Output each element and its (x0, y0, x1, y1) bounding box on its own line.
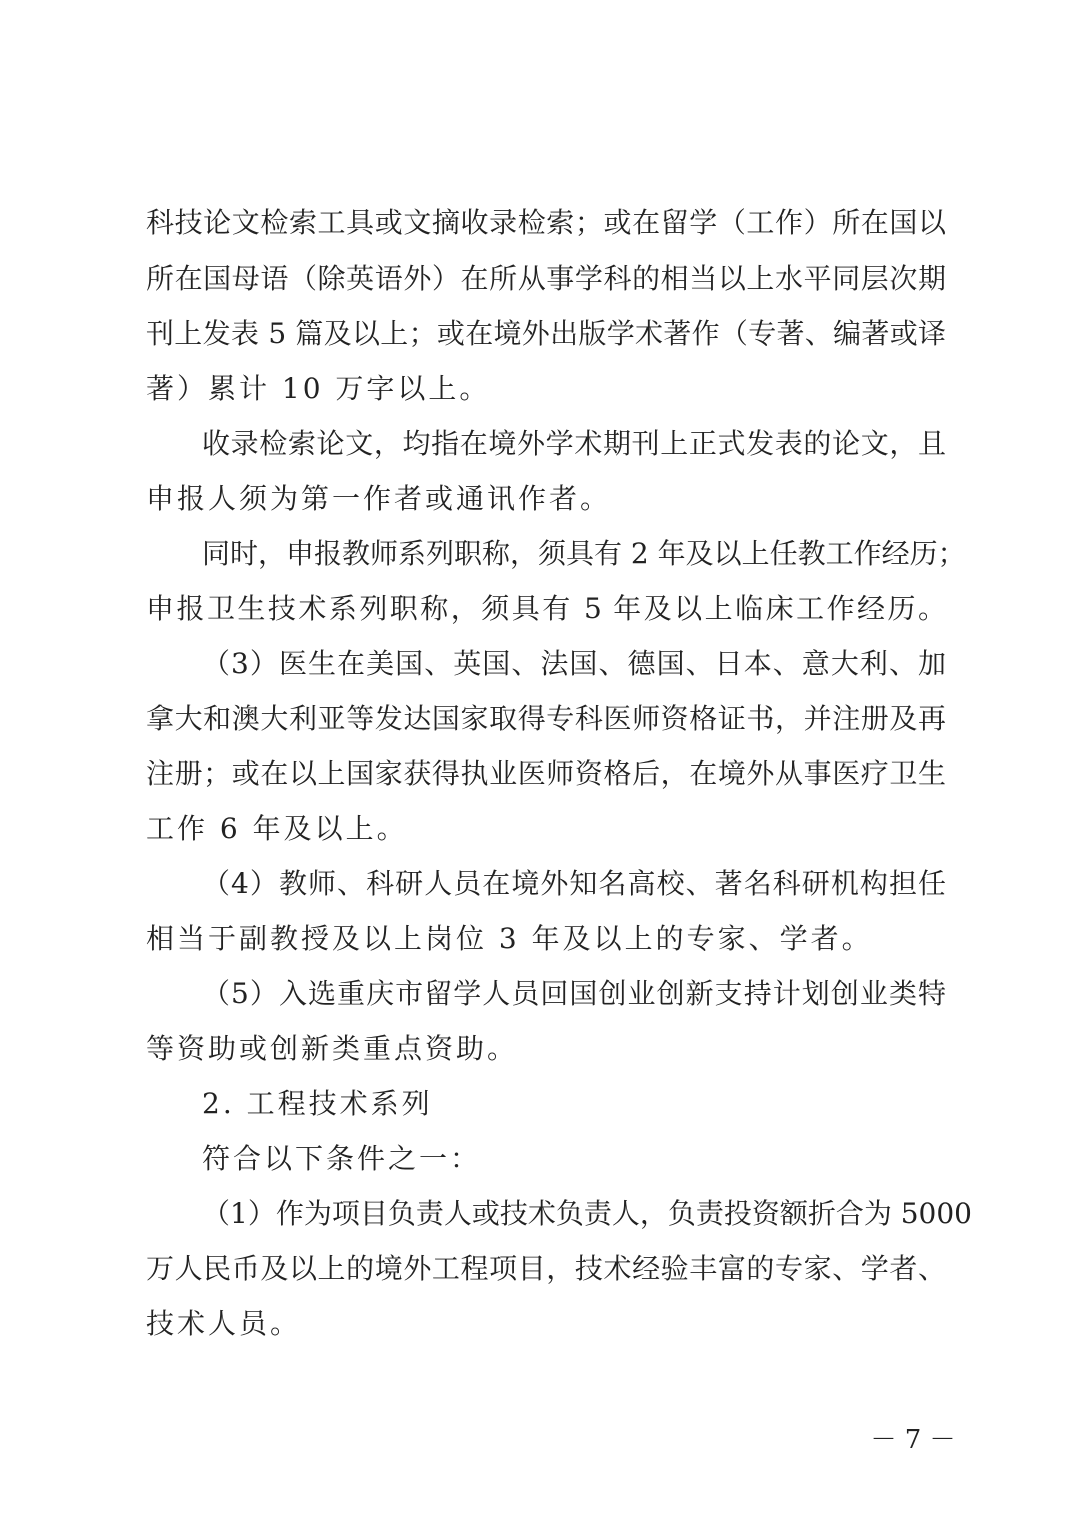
numbered-item-first-line: （5）入选重庆市留学人员回国创业创新支持计划创业类特 (202, 977, 946, 1010)
text-line: 相当于副教授及以上岗位 3 年及以上的专家、学者。 (146, 922, 873, 955)
numbered-item-first-line: （3）医生在美国、英国、法国、德国、日本、意大利、加 (202, 647, 946, 680)
text-line: 技术人员。 (146, 1307, 302, 1340)
numbered-item-first-line: （4）教师、科研人员在境外知名高校、著名科研机构担任 (202, 867, 946, 900)
text-line: 注册；或在以上国家获得执业医师资格后，在境外从事医疗卫生 (146, 757, 946, 790)
text-line: 刊上发表 5 篇及以上；或在境外出版学术著作（专著、编著或译 (146, 317, 946, 350)
paragraph-first-line: 符合以下条件之一： (202, 1142, 482, 1175)
text-line: 万人民币及以上的境外工程项目，技术经验丰富的专家、学者、 (146, 1252, 946, 1285)
section-heading: 2. 工程技术系列 (202, 1087, 433, 1120)
text-line: 申报人须为第一作者或通讯作者。 (146, 482, 612, 515)
text-line: 工作 6 年及以上。 (146, 812, 408, 845)
numbered-item-first-line: （1）作为项目负责人或技术负责人，负责投资额折合为 5000 (202, 1197, 972, 1230)
paragraph-first-line: 收录检索论文，均指在境外学术期刊上正式发表的论文，且 (202, 427, 946, 460)
text-line: 科技论文检索工具或文摘收录检索；或在留学（工作）所在国以 (146, 206, 946, 239)
text-line: 著）累计 10 万字以上。 (146, 372, 491, 405)
text-line: 拿大和澳大利亚等发达国家取得专科医师资格证书，并注册及再 (146, 702, 946, 735)
text-line: 等资助或创新类重点资助。 (146, 1032, 519, 1065)
text-line: 申报卫生技术系列职称，须具有 5 年及以上临床工作经历。 (146, 592, 946, 625)
text-line: 所在国母语（除英语外）在所从事学科的相当以上水平同层次期 (146, 262, 946, 295)
page-number: － 7 － (870, 1425, 956, 1455)
paragraph-first-line: 同时，申报教师系列职称，须具有 2 年及以上任教工作经历； (202, 537, 966, 570)
